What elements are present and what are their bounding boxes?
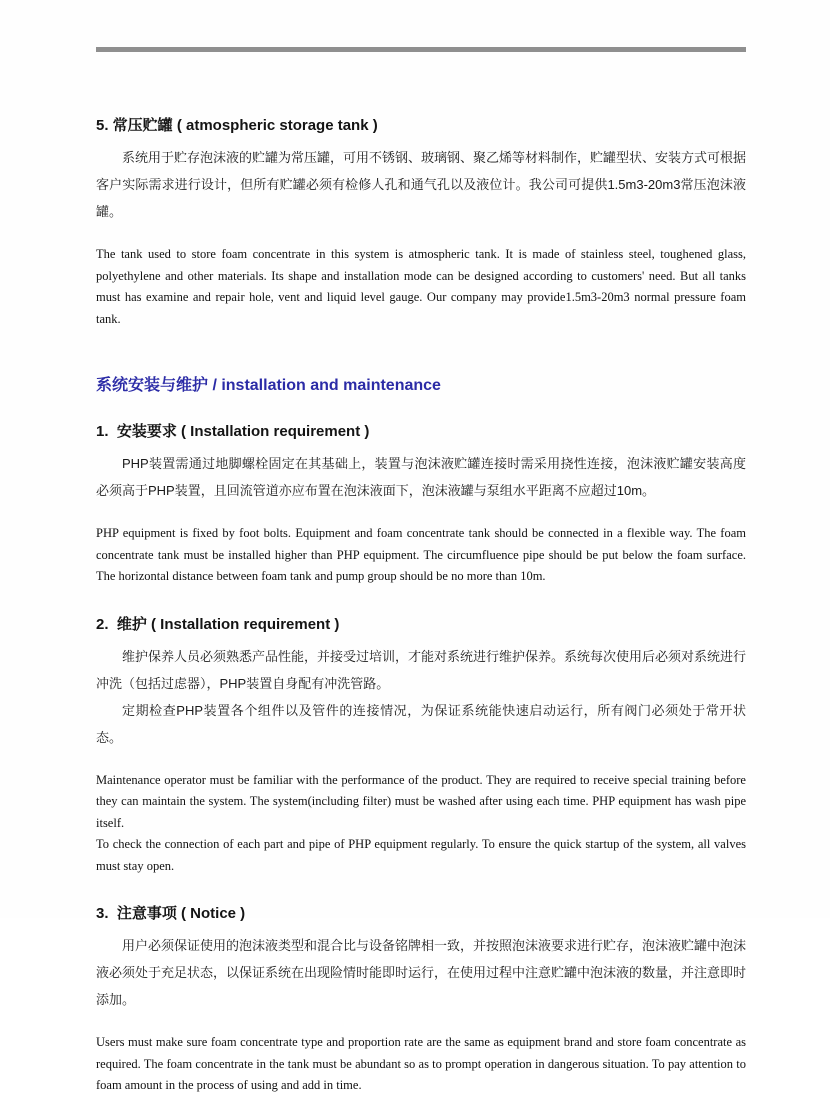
subsection-2-english-paragraph-1: Maintenance operator must be familiar with the performance of the product. They are required to receive special training before they can maintain the system. The system(including filter) must be washed after using each time. PHP equipment has wash pipe itself. (96, 772, 746, 830)
subsection-2-chinese-paragraph-2: 定期检查PHP装置各个组件以及管件的连接情况，为保证系统能快速启动运行，所有阀门必须处于常开状态。 (96, 702, 746, 745)
subsection-2-english-paragraph-2: To check the connection of each part and pipe of PHP equipment regularly. To ensure the quick startup of the system, all valves must stay open. (96, 837, 746, 873)
top-divider-rule (96, 47, 746, 52)
subsection-3-english-paragraph: Users must make sure foam concentrate type and proportion rate are the same as equipment brand and store foam concentrate as required. The foam concentrate in the tank must be abundant so as to prompt operation in dangerous situation. To pay attention to foam amount in the process of using and add in time. (96, 1035, 746, 1092)
chapter-heading: 系统安装与维护 / installation and maintenance (96, 377, 441, 394)
subsection-1-chinese-paragraph: PHP装置需通过地脚螺栓固定在其基础上，装置与泡沫液贮罐连接时需采用挠性连接，泡沫液贮罐安装高度必须高于PHP装置，且回流管道亦应布置在泡沫液面下，泡沫液罐与泵组水平距离不应超过10m。 (96, 456, 746, 498)
subsection-installation-requirement (96, 420, 746, 588)
subsection-1-english-paragraph: PHP equipment is fixed by foot bolts. Equipment and foam concentrate tank should be connected in a flexible way. The foam concentrate tank must be installed higher than PHP equipment. The circumfluence pipe should be put below the foam surface. The horizontal distance between foam tank and pump group should be no more than 10m. (96, 526, 746, 583)
tank-section-chinese-paragraph: 系统用于贮存泡沫液的贮罐为常压罐，可用不锈钢、玻璃钢、聚乙烯等材料制作，贮罐型状、安装方式可根据客户实际需求进行设计，但所有贮罐必须有检修人孔和通气孔以及液位计。我公司可提供1.5m3-20m3常压泡沫液罐。 (96, 150, 747, 219)
page-content (96, 0, 746, 1097)
tank-section-heading: 5. 常压贮罐 ( atmospheric storage tank ) (96, 117, 378, 134)
subsection-3-heading: 3. 注意事项 ( Notice ) (96, 905, 246, 922)
subsection-maintenance (96, 613, 746, 878)
subsection-3-chinese-paragraph: 用户必须保证使用的泡沫液类型和混合比与设备铭牌相一致，并按照泡沫液要求进行贮存，泡沫液贮罐中泡沫液必须处于充足状态，以保证系统在出现险情时能即时运行，在使用过程中注意贮罐中泡沫液的数量，并注意即时添加。 (96, 938, 747, 1007)
subsection-1-heading: 1. 安装要求 ( Installation requirement ) (96, 423, 370, 440)
subsection-notice (96, 902, 746, 1097)
subsection-2-heading: 2. 维护 ( Installation requirement ) (96, 615, 340, 633)
tank-section-english-paragraph: The tank used to store foam concentrate in this system is atmospheric tank. It is made of stainless steel, toughened glass, polyethylene and other materials. Its shape and installation mode can be designed according to customers' need. But all tanks must has examine and repair hole, vent and liquid level gauge. Our company may provide1.5m3-20m3 normal pressure foam tank. (96, 247, 746, 326)
subsection-2-chinese-paragraph-1: 维护保养人员必须熟悉产品性能，并接受过培训，才能对系统进行维护保养。系统每次使用后必须对系统进行冲洗（包括过虑器），PHP装置自身配有冲洗管路。 (96, 648, 747, 691)
